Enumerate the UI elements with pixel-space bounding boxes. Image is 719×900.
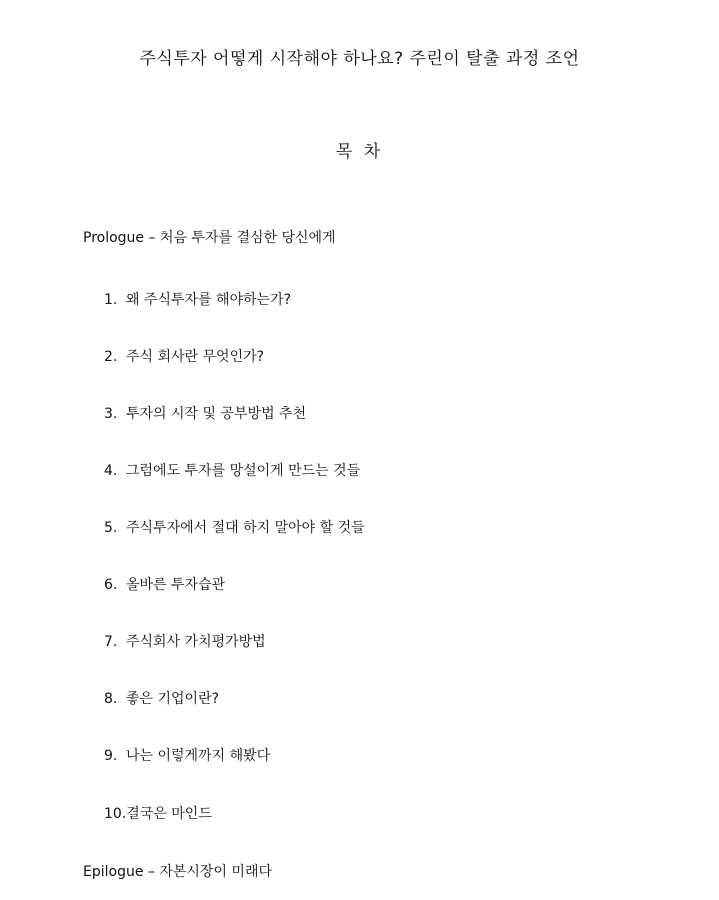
toc-item-number: 5. — [104, 520, 118, 536]
toc-item-3 — [104, 403, 306, 423]
toc-item-number: 9. — [104, 748, 118, 764]
toc-item-number: 1. — [104, 292, 118, 308]
toc-item-text: 나는 이렇게까지 해봤다 — [126, 748, 271, 764]
toc-item-number: 3. — [104, 406, 118, 422]
prologue-line: Prologue – 처음 투자를 결심한 당신에게 — [83, 230, 336, 246]
toc-item-text: 좋은 기업이란? — [126, 691, 220, 707]
document-title: 주식투자 어떻게 시작해야 하나요? 주린이 탈출 과정 조언 — [139, 49, 580, 69]
toc-item-2 — [104, 346, 264, 366]
toc-item-number: 2. — [104, 349, 118, 365]
toc-item-text: 투자의 시작 및 공부방법 추천 — [126, 406, 307, 422]
toc-item-6 — [104, 574, 225, 594]
toc-item-text: 주식회사 가치평가방법 — [126, 634, 266, 650]
toc-item-1 — [104, 289, 291, 309]
toc-item-text: 그럼에도 투자를 망설이게 만드는 것들 — [126, 463, 361, 479]
toc-item-5 — [104, 517, 365, 537]
toc-item-number: 8. — [104, 691, 118, 707]
toc-item-4 — [104, 460, 360, 480]
epilogue-line: Epilogue – 자본시장이 미래다 — [83, 864, 272, 880]
toc-item-9 — [104, 745, 270, 765]
toc-item-number: 6. — [104, 577, 118, 593]
toc-item-text: 주식 회사란 무엇인가? — [126, 349, 265, 365]
toc-item-number: 4. — [104, 463, 118, 479]
toc-item-number: 10. — [104, 806, 127, 822]
toc-item-text: 결국은 마인드 — [126, 806, 212, 822]
toc-heading: 목 차 — [335, 142, 384, 162]
toc-item-text: 올바른 투자습관 — [126, 577, 226, 593]
toc-item-8 — [104, 688, 219, 708]
toc-item-text: 왜 주식투자를 해야하는가? — [126, 292, 292, 308]
toc-item-number: 7. — [104, 634, 118, 650]
toc-item-7 — [104, 631, 266, 651]
toc-item-10 — [104, 803, 212, 823]
toc-item-text: 주식투자에서 절대 하지 말아야 할 것들 — [126, 520, 365, 536]
